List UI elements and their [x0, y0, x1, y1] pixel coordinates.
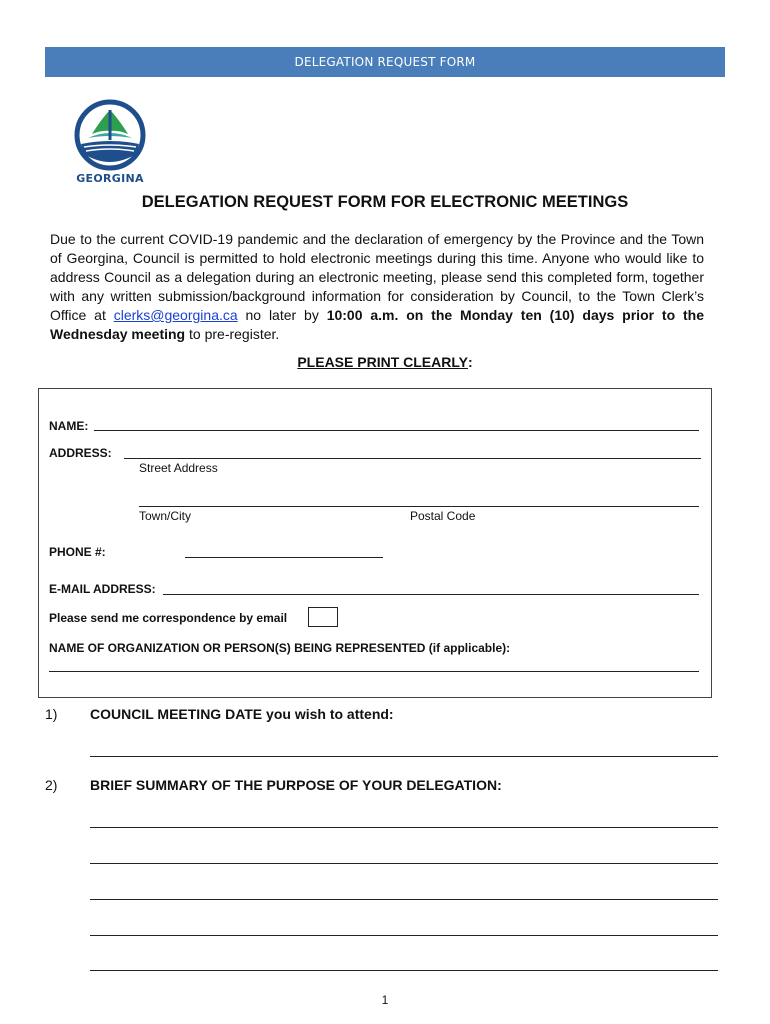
print-clearly-text: PLEASE PRINT CLEARLY	[297, 354, 468, 370]
summary-line[interactable]	[90, 935, 718, 936]
organization-label: NAME OF ORGANIZATION OR PERSON(S) BEING REPRESENTED (if applicable):	[49, 641, 511, 655]
georgina-logo	[72, 98, 148, 190]
name-label: NAME:	[49, 419, 89, 433]
summary-line[interactable]	[90, 863, 718, 864]
summary-line[interactable]	[90, 970, 718, 971]
question-2-number: 2)	[45, 777, 58, 793]
meeting-date-field[interactable]	[90, 756, 718, 757]
question-1-number: 1)	[45, 706, 58, 722]
organization-field[interactable]	[49, 671, 699, 672]
postal-code-label: Postal Code	[410, 509, 476, 523]
intro-text-3: to pre-register.	[185, 326, 280, 342]
print-clearly-heading	[0, 354, 770, 370]
email-correspondence-checkbox[interactable]	[308, 607, 338, 627]
contact-info-box	[38, 388, 712, 698]
street-address-label: Street Address	[139, 461, 218, 475]
email-field[interactable]	[163, 594, 699, 595]
correspondence-label: Please send me correspondence by email	[49, 611, 288, 625]
page-number: 1	[381, 993, 389, 1007]
clerks-email-link[interactable]: clerks@georgina.ca	[113, 307, 238, 323]
email-label: E-MAIL ADDRESS:	[49, 582, 156, 596]
intro-paragraph	[50, 230, 704, 344]
print-clearly-colon: :	[467, 354, 473, 370]
intro-text-1: Due to the current COVID-19 pandemic and the declaration of emergency by the Province and the Town of Georgina, Council is permitted to hold electronic meetings during this time. Anyone who would like to address Council as a delegation during an electronic meeting, please send this completed form, together with any written submission/background information for consideration by Council, to the Town Clerk’s Office at	[50, 231, 704, 323]
intro-text-2: no later by	[237, 307, 327, 323]
name-field[interactable]	[94, 430, 699, 431]
town-city-label: Town/City	[139, 509, 192, 523]
phone-label: PHONE #:	[49, 545, 106, 559]
town-postal-field[interactable]	[139, 506, 699, 507]
logo-text: GEORGINA	[76, 172, 144, 185]
phone-field[interactable]	[185, 557, 383, 558]
page-title: DELEGATION REQUEST FORM FOR ELECTRONIC MEETINGS	[141, 193, 629, 211]
question-1-label: COUNCIL MEETING DATE you wish to attend:	[90, 706, 394, 722]
street-address-field[interactable]	[124, 458, 701, 459]
summary-line[interactable]	[90, 899, 718, 900]
question-2-label: BRIEF SUMMARY OF THE PURPOSE OF YOUR DELEGATION:	[90, 777, 502, 793]
address-label: ADDRESS:	[49, 446, 112, 460]
deadline-text: 10:00 a.m. on the Monday ten (10) days prior to the Wednesday meeting	[50, 307, 704, 342]
logo-emblem-icon	[72, 98, 148, 172]
summary-line[interactable]	[90, 827, 718, 828]
header-banner: DELEGATION REQUEST FORM	[45, 47, 725, 77]
